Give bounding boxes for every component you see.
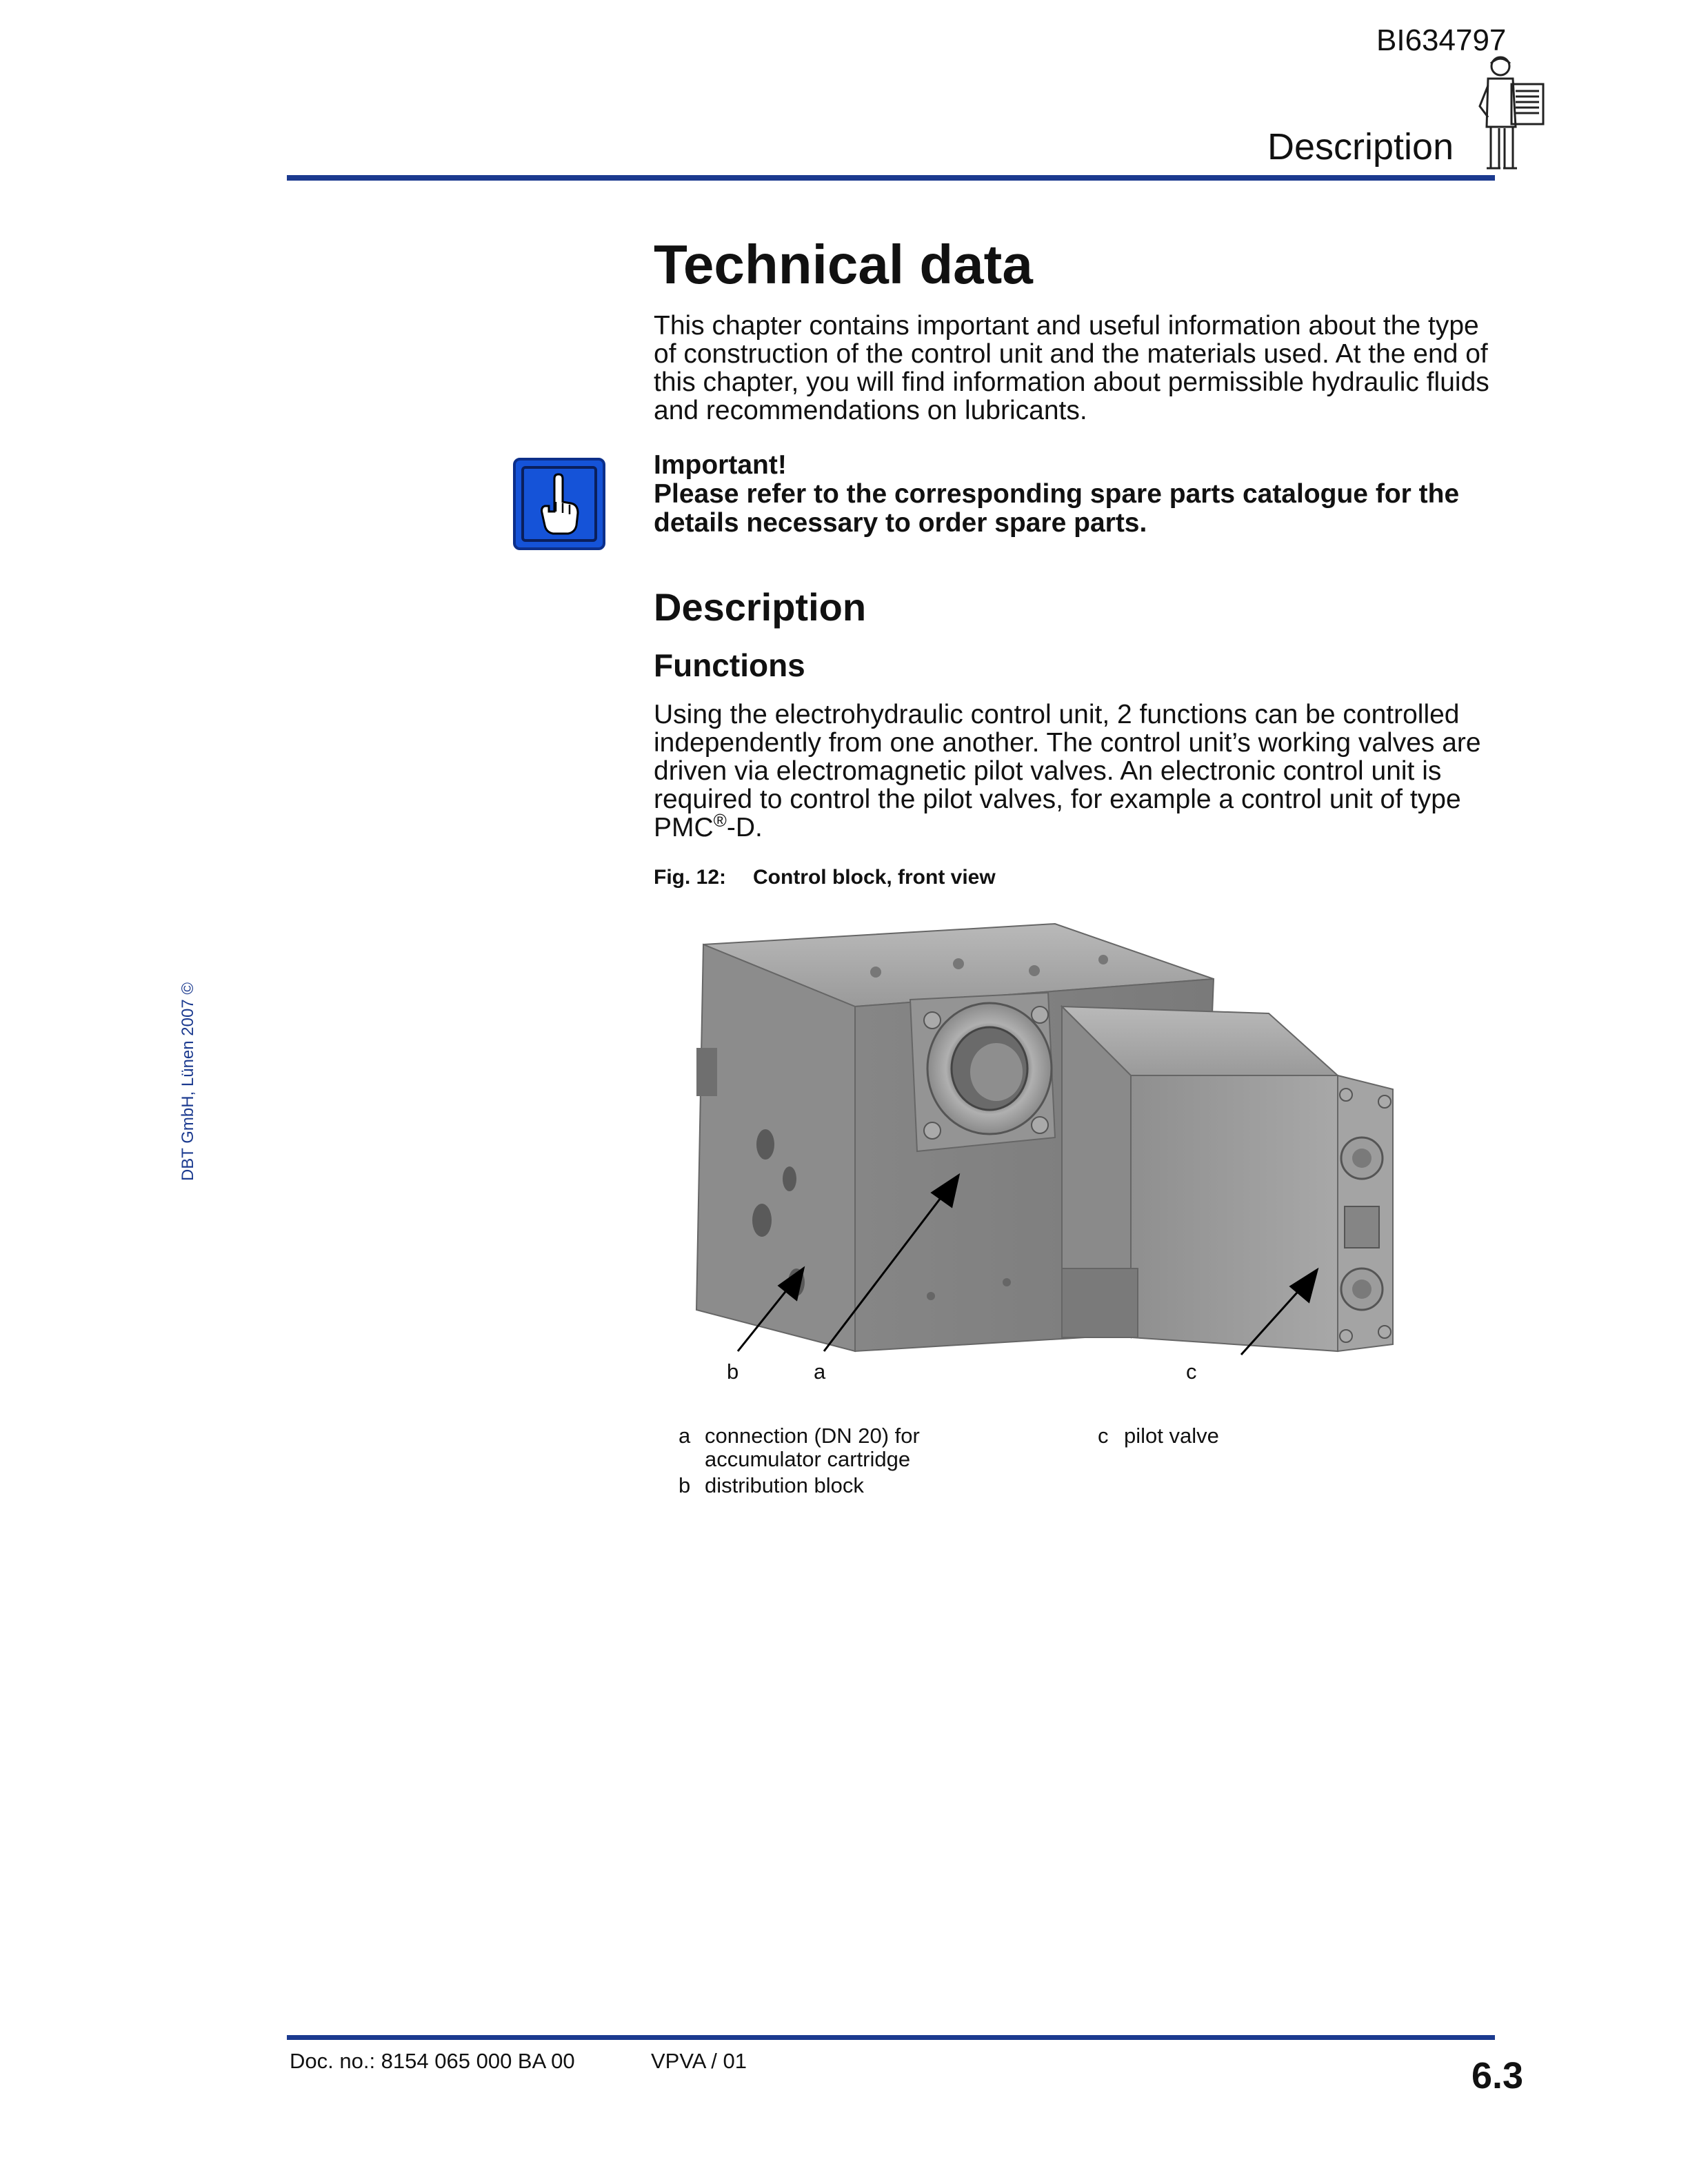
document-id: BI634797 <box>1376 23 1507 57</box>
footer-rule <box>287 2035 1495 2040</box>
registered-mark: ® <box>713 810 727 831</box>
legend-item-a <box>679 1424 1037 1479</box>
functions-tail: -D. <box>726 813 763 842</box>
legend-key: c <box>1098 1424 1109 1448</box>
functions-paragraph <box>654 700 1502 842</box>
page-title: Technical data <box>654 234 1033 295</box>
important-heading: Important! <box>654 450 787 480</box>
control-block-illustration <box>648 910 1420 1393</box>
pilot-valve <box>1062 1007 1393 1351</box>
legend-item-b <box>679 1474 1037 1502</box>
figure-caption-text: Control block, front view <box>753 866 996 889</box>
callout-a: a <box>814 1359 826 1384</box>
footer-document-number: Doc. no.: 8154 065 000 BA 00 <box>290 2049 575 2073</box>
legend-key: b <box>679 1473 691 1497</box>
figure-caption <box>654 866 996 889</box>
callout-b: b <box>727 1359 739 1384</box>
legend-item-c <box>1098 1424 1374 1452</box>
header-rule <box>287 175 1495 181</box>
subsection-heading: Functions <box>654 647 805 683</box>
functions-text: Using the electrohydraulic control unit, 2 functions can be controlled independently from one another. The control unit’s working valves are driven via electromagnetic pilot valves. An electronic control unit is required to control the pilot valves, for example a control unit of type PMC <box>654 700 1481 842</box>
page-number: 6.3 <box>1471 2055 1524 2096</box>
legend-text: connection (DN 20) for accumulator cartridge <box>705 1424 920 1471</box>
accumulator-connection <box>910 993 1055 1151</box>
copyright-notice <box>178 979 199 1186</box>
legend-key: a <box>679 1424 691 1448</box>
footer-version: VPVA / 01 <box>651 2049 747 2073</box>
header-section-title: Description <box>1267 126 1454 168</box>
technician-reading-icon <box>1467 51 1550 175</box>
legend-text: distribution block <box>705 1473 864 1497</box>
important-notice <box>654 451 1502 538</box>
pointing-hand-icon <box>513 458 605 550</box>
figure-number: Fig. 12: <box>654 866 727 889</box>
important-text: Please refer to the corresponding spare parts catalogue for the details necessary to order spare parts. <box>654 479 1460 538</box>
section-heading: Description <box>654 585 867 629</box>
callout-c: c <box>1186 1359 1197 1384</box>
intro-paragraph: This chapter contains important and useful information about the type of construction of the control unit and the materials used. At the end of this chapter, you will find information about permissible hydraulic fluids and recommendations on lubricants. <box>654 311 1489 425</box>
copyright-text: DBT GmbH, Lünen 2007 © <box>179 982 197 1182</box>
legend-text: pilot valve <box>1124 1424 1219 1448</box>
